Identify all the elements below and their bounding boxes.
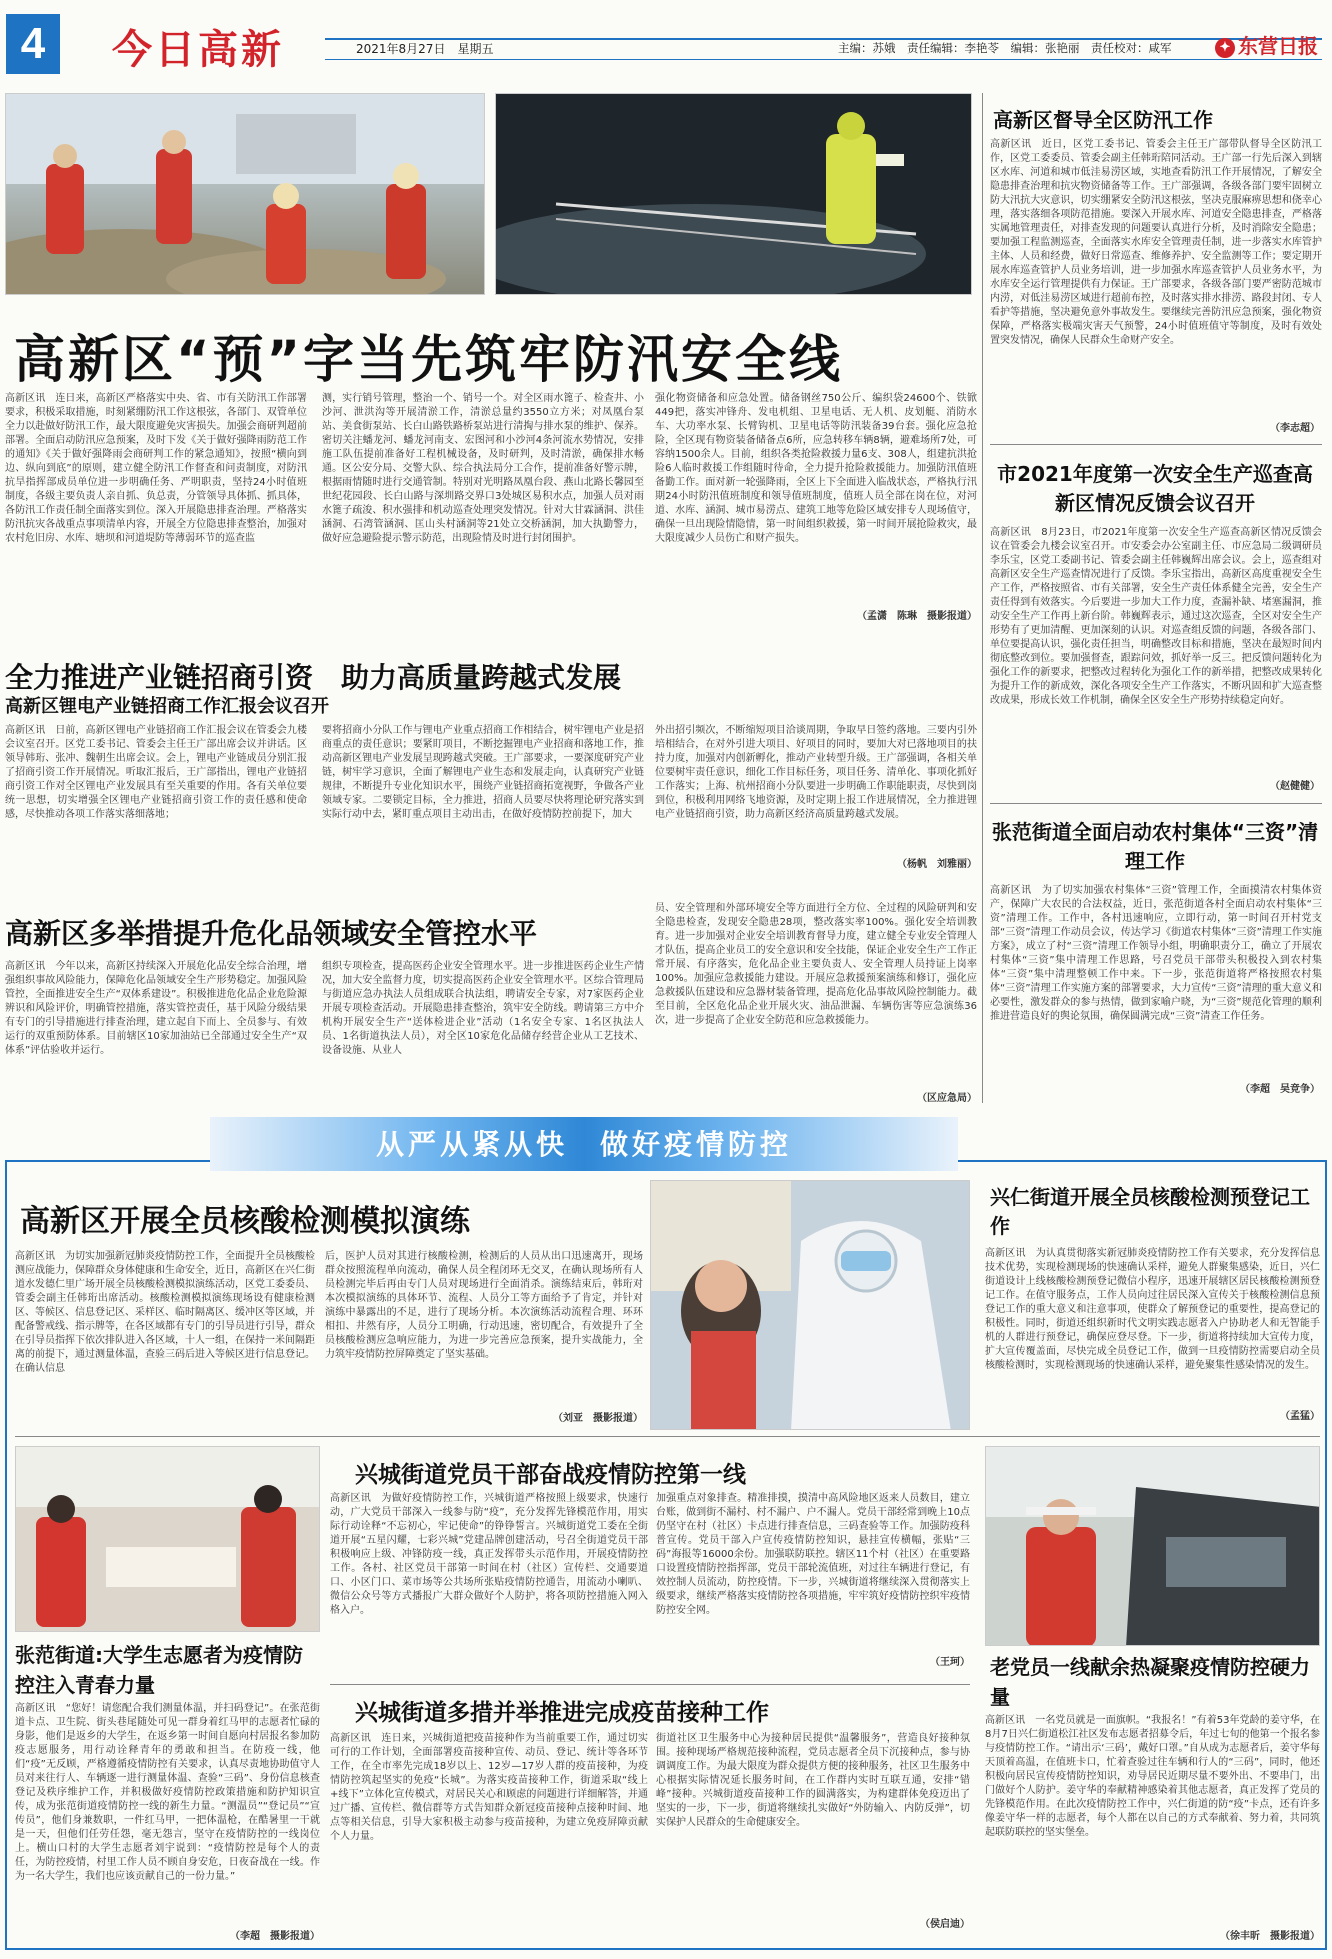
right-column-divider	[982, 93, 983, 1103]
editor-credits: 主编：苏娥 责任编辑：李艳苓 编辑：张艳丽 责任校对：咸军	[838, 41, 1172, 55]
photo-sandbags	[5, 93, 485, 295]
photo-elder-volunteer-art	[986, 1447, 1320, 1646]
main-byline: （孟潇 陈琳 摄影报道）	[857, 611, 977, 622]
right-a2-body: 高新区讯 8月23日，市2021年度第一次安全生产巡查高新区情况反馈会议在管委会九楼会议室召开。市安委会办公室副主任、市应急局二级调研员李乐宝，区党工委副书记、管委会副主任韩巍辉出席会议。会上，巡查组对高新区安全生产巡查情况进行了反馈。李乐宝指出，高新区高度重视安全生产工作，严格按照省、市有关部署，安全生产责任体系健全完善，安全生产责任得到有效落实。今后要进一步加大工作力度，查漏补缺、堵塞漏洞，推动安全生产工作再上新台阶。韩巍辉表示，通过这次巡查，全区对安全生产形势有了更加清醒、更加深刻的认识。对巡查组反馈的问题，各级各部门、单位要提高认识，强化责任担当，明确整改目标和措施，坚决在最短时间内彻底整改到位。要加强督查，跟踪问效，抓好举一反三。把反馈问题转化为强化工作的新要求，把整改过程转化为强化工作的新举措，把整改成果转化为提升工作的新成效，深化各项安全生产工作落实，不断巩固和扩大巡查整改成果，形成长效工作机制，确保全区安全生产形势持续稳定向好。	[990, 527, 1322, 706]
c4-col-1: 高新区讯 连日来，兴城街道把疫苗接种作为当前重要工作，通过切实可行的工作计划，全面部署疫苗接种宣传、动员、登记、统计等各环节工作，在全市率先完成18岁以上、12岁—17岁人群的疫苗接种，为疫情防控筑起坚实的免疫“长城”。为落实疫苗接种工作，街道采取“线上+线下”立体化宣传模式，对居民关心和顾虑的问题进行详细解答，并通过广播、宣传栏、微信群等方式告知群众新冠疫苗接种点接种时间、地点等相关信息，引导大家积极主动参与疫苗接种，为建立免疫屏障贡献个人力量。	[330, 1733, 648, 1842]
haz-col-1: 高新区讯 今年以来，高新区持续深入开展危化品安全综合治理，增强组织事故风险能力，保障危化品领域安全生产形势稳定。加强风险管控，全面推进安全生产“双体系建设”。积极推进危化品企业危险源辨识和风险评价，明确管控措施，落实管控责任，基于风险分级结果有专门的引导措施进行排查治理，建立起自下而上、全员参与、有效运行的双重预防体系。目前辖区10家加油站已全部通过安全生产“双体系”评估验收并运行。	[5, 961, 307, 1056]
c1-byline: （刘亚 摄影报道）	[553, 1413, 643, 1424]
photo-student-volunteers-art	[16, 1447, 320, 1632]
photo-nucleic-test-art	[651, 1181, 970, 1430]
logo-text: 东营日报	[1238, 34, 1318, 58]
invest-subhead: 高新区锂电产业链招商工作汇报会议召开	[5, 696, 329, 717]
c1-headline: 高新区开展全员核酸检测模拟演练	[20, 1204, 470, 1239]
invest-col-3: 外出招引频次，不断缩短项目洽谈周期，争取早日签约落地。三要内引外培相结合，在对外引进大项目、好项目的同时，要加大对已落地项目的扶持力度，加强对内创新孵化，推动产业转型升级。王广部强调，各相关单位要树牢责任意识，细化工作目标任务，项目任务、清单化、事项化抓好工作落实；上海、杭州招商小分队要进一步明确工作职能职责，尽快到岗到位，积极利用网络飞地资源，及时定期上报工作进展情况，全力推进锂电产业链招商引资，助力高新区经济高质量跨越式发展。	[655, 725, 977, 820]
right-a3-body: 高新区讯 为了切实加强农村集体“三资”管理工作，全面摸清农村集体资产，保障广大农民的合法权益，近日，张范街道各村全面启动农村集体“三资”清理工作。工作中，各村迅速响应，立即行动，第一时间召开村党支部“三资”清理工作动员会议，传达学习《街道农村集体“三资”清理工作实施方案》，成立了村“三资”清理工作领导小组，明确职责分工，确立了开展农村集体“三资”集中清理工作思路，号召党员干部带头积极投入到农村集体“三资”集中清理整顿工作中来。下一步，张范街道将严格按照农村集体“三资”清理工作实施方案的部署要求，大力宣传“三资”清理的重大意义和必要性，激发群众的参与热情，做到家喻户晓，为“三资”规范化管理的顺利推进营造良好的舆论氛围，确保圆满完成“三资”清查工作任务。	[990, 885, 1322, 1022]
right-a2-byline: （赵健健）	[1270, 781, 1320, 792]
c3-byline: （王珂）	[930, 1657, 970, 1668]
c6-byline: （徐丰昕 摄影报道）	[1220, 1931, 1320, 1942]
c4-headline: 兴城街道多措并举推进完成疫苗接种工作	[355, 1700, 769, 1726]
invest-col-1: 高新区讯 日前，高新区锂电产业链招商工作汇报会议在管委会九楼会议室召开。区党工委书记、管委会主任王广部出席会议并讲话。区领导韩珩、张冲、魏朝生出席会议。会上，锂电产业链成员分别汇报了招商引资工作开展情况。听取汇报后，王广部指出，锂电产业链招商引资工作对全区锂电产业发展具有至关重要的作用。各有关单位要统一思想，切实增强全区锂电产业链招商引资工作的责任感和使命感，尽快推动各项工作落实落细落地；	[5, 725, 307, 820]
right-a3-headline: 张范街道全面启动农村集体“三资”清理工作	[991, 820, 1319, 873]
c4-col-2: 街道社区卫生服务中心为接种居民提供“温馨服务”，营造良好接种氛围。接种现场严格规范接种流程，党员志愿者全员下沉接种点，参与协调调度工作。为最大限度为群众提供方便的接种服务，社区卫生服务中心根据实际情况延长服务时间，在工作群内实时互联互通，安排“错峰”接种。兴城街道疫苗接种工作的圆满落实，为构建群体免疫迈出了坚实的一步，下一步，街道将继续扎实做好“外防输入、内防反弹”，切实保护人民群众的生命健康安全。	[656, 1733, 970, 1828]
section-title: 今日高新	[112, 26, 284, 73]
photo-night-patrol	[495, 93, 972, 295]
c3-col-1: 高新区讯 为做好疫情防控工作，兴城街道严格按照上级要求，快速行动，广大党员干部深入一线参与防“疫”，充分发挥先锋模范作用，用实际行动诠释“不忘初心，牢记使命”的铮铮誓言。兴城街道党工委在全街道开展“五星闪耀，七彩兴城”党建品牌创建活动，号召全街道党员干部积极响应上级、冲锋防疫一线，真正发挥带头示范作用，开展疫情防控工作。各村、社区党员干部第一时间在村（社区）宣传栏、交通要道口、小区门口、菜市场等公共场所张贴疫情防控通告，用流动小喇叭、微信公众号等方式播报广大群众做好个人防护，将各项防控措施入网入格入户。	[330, 1493, 648, 1616]
c1-col-2: 后，医护人员对其进行核酸检测，检测后的人员从出口迅速离开，现场群众按照流程单向流动，确保人员全程闭环无交叉，在确认现场所有人员检测完毕后再由专门人员对现场进行全面消杀。演练结束后，韩珩对本次模拟演练的具体环节、流程、人员分工等方面给予了肯定，并针对演练中暴露出的不足，进行了现场分析。本次演练活动流程合理、环环相扣、井然有序，人员分工明确，行动迅速，密切配合，有效提升了全员核酸检测应急响应能力，为进一步完善应急预案，提升实战能力，全力筑牢疫情防控屏障奠定了坚实基础。	[325, 1251, 643, 1360]
c2-headline: 兴仁街道开展全员核酸检测预登记工作	[990, 1185, 1310, 1238]
c4-byline: （侯启迪）	[920, 1919, 970, 1930]
right-a1-byline: （李志超）	[1270, 423, 1320, 434]
right-divider-1	[990, 444, 1322, 445]
haz-headline: 高新区多举措提升危化品领域安全管控水平	[5, 917, 538, 950]
covid-divider-mid	[330, 1684, 970, 1685]
c6-body: 高新区讯 一名党员就是一面旗帜。“我报名！”有着53年党龄的姜守华，在8月7日兴仁街道松江社区发布志愿者招募令后，年过七旬的他第一个报名参与疫情防控工作。“请出示‘三码’，戴好口罩。”自从成为志愿者后，姜守华每天顶着高温，在值班卡口，忙着查验过往车辆和行人的“三码”，同时，他还积极向居民宣传疫情防控知识，劝导居民近期尽量不要外出、不要串门，出门做好个人防护。姜守华的奉献精神感染着其他志愿者，真正发挥了党员的先锋模范作用。在此次疫情防控工作中，兴仁街道的防“疫”卡点，还有许多像姜守华一样的志愿者，每个人都在以自己的方式奉献着、努力着，共同筑起联防联控的坚实堡垒。	[985, 1715, 1320, 1838]
invest-byline: （杨帆 刘雅丽）	[897, 859, 977, 870]
c3-col-2: 加强重点对象排查。精准排摸，摸清中高风险地区返来人员数目，建立台账，做到街不漏村、村不漏户、户不漏人。党员干部经常到晚上10点仍坚守在村（社区）卡点进行排查信息，三码查验等工作。加强防疫科普宣传。党员干部入户宣传疫情防控知识，悬挂宣传横幅，张贴“三码”海报等16000余份。加强联防联控。辖区11个村（社区）在重要路口设置疫情防控指挥部，党员干部轮流值班，对过往车辆进行登记，有效控制人员流动，防控疫情。下一步，兴城街道将继续深入贯彻落实上级要求，继续严格落实疫情防控各项措施，牢牢筑好疫情防控织牢疫情防控安全网。	[656, 1493, 970, 1616]
photo-student-volunteers	[15, 1446, 320, 1632]
c3-headline: 兴城街道党员干部奋战疫情防控第一线	[355, 1462, 746, 1488]
right-a2-headline: 市2021年度第一次安全生产巡查高新区情况反馈会议召开	[997, 462, 1313, 515]
covid-divider-h	[15, 1436, 1320, 1437]
main-col-2: 测，实行销号管理，整治一个、销号一个。对全区雨水篦子、检查井、小沙河、泄洪沟等开展清淤工作，清淤总量约3550立方米；对凤凰台泵站、美食街泵站、长白山路铁路桥泵站进行清掏与排水泵的维护、保养。密切关注蟠龙河、蟠龙河南支、宏图河和小沙河4条河流水势情况，安排施工队伍提前准备好工程机械设备，及时研判，及时清淤，确保排水畅通。区公安分局、交警大队、综合执法局分工合作，提前准备好警示牌，根据雨情随时进行交通管制。特别对光明路凤凰台段、燕山北路长馨园至世纪花园段、长白山路与深圳路交界口3处城区易积水点，加强人员对雨水篦子疏浚、积水强排和机动巡查处理突发情况。针对大甘霖涵洞、洪佳涵洞、石湾管涵洞、匡山头村涵洞等21处立交桥涵洞，加大执勤警力，做好应急避险提示警示防范，出现险情及时进行封闭围护。	[322, 393, 644, 544]
c6-headline: 老党员一线献余热凝聚疫情防控硬力量	[990, 1655, 1310, 1709]
newspaper-logo: ✦ 东营日报	[1215, 30, 1318, 59]
main-col-3: 强化物资储备和应急处置。储备钢丝750公斤、编织袋24600个、铁锨449把，落实冲锋舟、发电机组、卫星电话、无人机、皮划艇、消防水车、大功率水泵、长臂钩机、卫星电话等防汛装备39台套。强化应急抢险，全区现有物资装备储备点6所，应急转移车辆8辆，避难场所7处，可容纳1500余人。目前，组织各类抢险救援力量6支、308人，组建抗洪抢险6人临时救援工作组随时待命，全力提升抢险救援能力。加强防汛值班备勤工作。面对新一轮强降雨，全区上下全面进入临战状态，严格执行汛期24小时防汛值班制度和领导值班制度，值班人员全部在岗在位，对河道、水库、涵洞、城市易涝点、建筑工地等危险区域安排专人现场值守，确保一旦出现险情隐情，第一时间组织救援，第一时间开展抢险救灾，最大限度减少人员伤亡和财产损失。	[655, 393, 977, 544]
c5-byline: （李超 摄影报道）	[230, 1931, 320, 1942]
c2-body: 高新区讯 为认真贯彻落实新冠肺炎疫情防控工作有关要求，充分发挥信息技术优势，实现检测现场的快速确认采样，避免人群聚集感染，近日，兴仁街道设计上线核酸检测预登记微信小程序，迅速开展辖区居民核酸检测预登记工作。在值守服务点，工作人员向过往居民深入宣传关于核酸检测信息预登记工作的重大意义和注意事项，使群众了解预登记的重要性，提高登记的积极性。同时，街道还组织新时代文明实践志愿者入户协助老人和无智能手机的人群进行预登记，确保应登尽登。下一步，街道将持续加大宣传力度，扩大宣传覆盖面，尽快完成全员登记工作，做到一旦疫情防控需要启动全员核酸检测时，实现检测现场的快速确认采样，避免聚集性感染情况的发生。	[985, 1248, 1320, 1371]
c5-body: 高新区讯 “您好！请您配合我们测量体温，并扫码登记”。在张范街道卡点、卫生院、街头巷尾随处可见一群身着红马甲的志愿者忙碌的身影，他们是返乡的大学生，在返乡第一时间自愿向村居报名参加防疫志愿服务，用行动诠释青年的勇敢和担当。在防疫一线，他们“疫”无反顾，严格遵循疫情防控有关要求，认真尽责地协助值守人员对来往行人、车辆逐一进行测量体温、查验“三码”、身份信息核查登记及秩序维护工作，并积极做好疫情防控政策措施和防护知识宣传，成为张范街道疫情防控一线的新生力量。“测温员”“登记员”“宣传员”，他们身兼数职，一件红马甲，一把体温枪，在酷暑里一干就是一天，但他们任劳任怨，毫无怨言，坚守在疫情防控的一线岗位上。横山口村的大学生志愿者刘宇说到：“疫情防控是每个人的责任，为防控疫情，村里工作人员不顾自身安危，日夜奋战在一线。作为一名大学生，我们也应该贡献自己的一份力量。”	[15, 1703, 320, 1882]
invest-col-2: 要将招商小分队工作与锂电产业重点招商工作相结合，树牢锂电产业是招商重点的责任意识；要紧盯项目，不断挖掘锂电产业招商和落地工作，推动高新区锂电产业发展呈现跨越式突破。王广部要求，一要深度研究产业链，树牢学习意识，全面了解锂电产业生态和发展走向，认真研究产业链规律，不断提升专业化知识水平，围绕产业链招商拓宽视野，争做各产业领域专家。二要锁定目标，全力推进，招商人员要尽快将理论研究落实到实际行动中去，紧盯重点项目主动出击，在做好疫情防控前提下，加大	[322, 725, 644, 820]
haz-byline: （区应急局）	[917, 1093, 977, 1104]
photo-sandbags-art	[6, 94, 485, 295]
right-a1-body: 高新区讯 近日，区党工委书记、管委会主任王广部带队督导全区防汛工作，区党工委委员、管委会副主任韩珩陪同活动。王广部一行先后深入到辖区水库、河道和城市低洼易涝区域，实地查看防汛工作开展情况，了解安全隐患排查治理和抗灾物资储备等工作。王广部强调，各级各部门要牢固树立防大汛抗大灾意识，切实绷紧安全防汛这根弦，坚决克服麻痹思想和侥幸心理，落实落细各项防范措施。要深入开展水库、河道安全隐患排查，严格落实属地管理责任，对排查发现的问题要认真进行分析，及时消除安全隐患；要加强工程监测巡查，全面落实水库安全管理责任制，进一步落实水库管护主体、人员和经费，做好日常巡查、维修养护、安全监测等工作；要定期开展水库巡查管护人员业务培训，进一步加强水库巡查管护人员业务水平，为水库安全运行管理提供有力保证。王广部要求，各级各部门要严密防范城市内涝，对低洼易涝区域进行超前布控，及时落实排水排涝、路段封闭、专人看护等措施，坚决避免意外事故发生。要继续完善防汛应急预案，强化物资保障，严格落实极端灾害天气预警，24小时值班值守等制度，及时有效处置突发情况，确保人民群众生命财产安全。	[990, 139, 1322, 346]
haz-col-3: 员、安全管理和外部环境安全等方面进行全方位、全过程的风险研判和安全隐患检查，发现安全隐患28项，整改落实率100%。强化安全培训教育。进一步加强对企业安全培训教育督导力度，建立健全专业安全管理人才队伍，提高企业员工的安全意识和安全技能，保证企业安全生产工作正常开展、有序落实，危化品企业主要负责人、安全管理人员持证上岗率100%。加强应急救援能力建设。开展应急救援预案演练和修订，强化应急救援队伍建设和应急器材装备管理，提高危化品事故风险控制能力。截至目前，全区危化品企业开展火灾、油品泄漏、车辆伤害等应急演练36次，进一步提高了企业安全防范和应急救援能力。	[655, 903, 977, 1026]
photo-nucleic-test	[650, 1180, 970, 1430]
c2-byline: （孟猛）	[1280, 1411, 1320, 1422]
photo-elder-volunteer	[985, 1446, 1320, 1646]
haz-col-2: 组织专项检查，提高医药企业安全管理水平。进一步推进医药企业生产情况，加大安全监督力度，切实提高医药企业安全管理水平。区综合管理局与街道应急办执法人员组成联合执法组，聘请安全专家，对7家医药企业开展专项检查活动。开展隐患排查整治，筑牢安全防线。聘请第三方中介机构开展安全生产“送体检进企业”活动（1名安全专家、1名区执法人员、1名街道执法人员），对全区10家危化品储存经营企业从工艺技术、设备设施、从业人	[322, 961, 644, 1056]
c1-col-1: 高新区讯 为切实加强新冠肺炎疫情防控工作，全面提升全员核酸检测应战能力，保障群众身体健康和生命安全，近日，高新区在兴仁街道水发德仁里广场开展全员核酸检测模拟演练活动，区党工委委员、管委会副主任韩珩出席活动。核酸检测模拟演练现场设有健康检测区、等候区、信息登记区、采样区、临时隔离区、缓冲区等区域，并配备警戒线、指示牌等，在各区域都有专门的引导员进行引导，群众在引导员指挥下依次排队进入各区域，十人一组，在保持一米间隔距离的前提下，通过测量体温，查验三码后进入等候区进行信息登记。在确认信息	[15, 1251, 315, 1374]
right-a1-headline: 高新区督导全区防汛工作	[993, 108, 1213, 132]
invest-headline: 全力推进产业链招商引资 助力高质量跨越式发展	[5, 661, 622, 694]
main-col-1: 高新区讯 连日来，高新区严格落实中央、省、市有关防汛工作部署要求，积极采取措施，时刻紧绷防汛工作这根弦，各部门、双管单位全力以赴做好防汛工作，最大限度避免灾害损失。加强会商研判超前部署。全面启动防汛应急预案，及时下发《关于做好强降雨防范工作的通知》《关于做好强降雨会商研判工作的紧急通知》，按照“横向到边、纵向到底”的原则，建立健全防汛工作督查和问责制度，对防汛抗旱指挥部成员单位进一步明确任务、严明职责，坚持24小时值班制度，各级主要负责人亲自抓、负总责，分管领导具体抓、抓具体，各防汛工作责任制全面落实到位。深入开展隐患排查治理。严格落实防汛抗灾各战重点事项清单内容，开展全方位隐患排查整治，加强对农村危旧房、水库、塘坝和河道堤防等薄弱环节的巡查监	[5, 393, 307, 544]
page-number: 4	[6, 14, 60, 74]
photo-night-patrol-art	[496, 94, 972, 295]
right-divider-2	[990, 803, 1322, 804]
right-a3-byline: （李超 吴竞争）	[1240, 1084, 1320, 1095]
main-headline: 高新区“预”字当先筑牢防汛安全线	[14, 331, 844, 390]
c5-headline: 张范街道:大学生志愿者为疫情防控注入青春力量	[15, 1643, 303, 1697]
covid-banner-title: 从严从紧从快 做好疫情防控	[375, 1128, 792, 1161]
issue-date: 2021年8月27日 星期五	[356, 42, 494, 56]
